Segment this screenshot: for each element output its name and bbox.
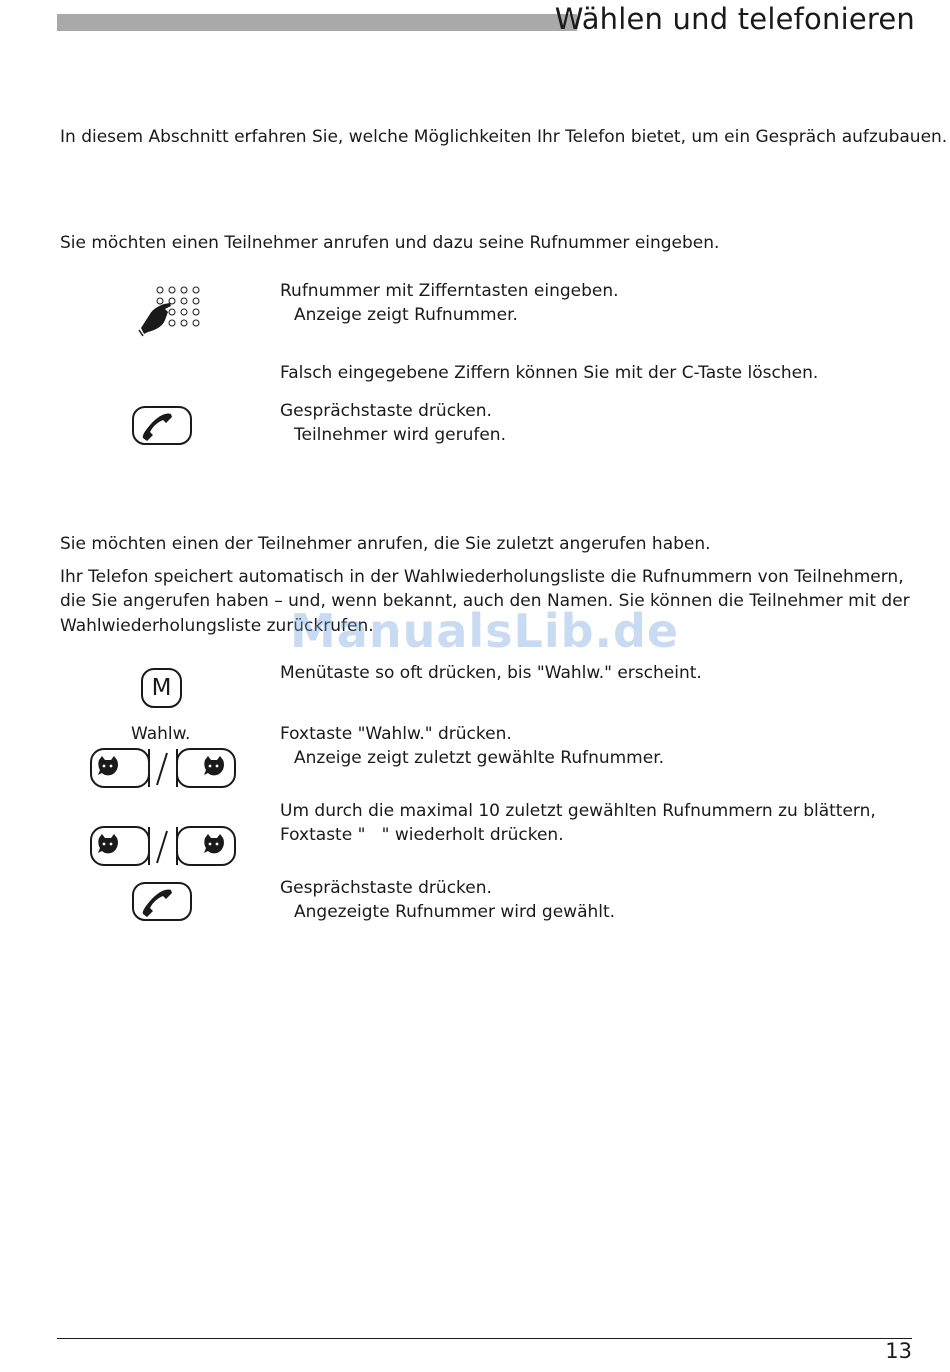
- section2-paragraph-line-2: die Sie angerufen haben – und, wenn bekannt, auch den Namen. Sie können die Teilnehmer mit der: [60, 591, 910, 611]
- keypad-icon: [138, 284, 202, 338]
- page-title: Wählen und telefonieren: [554, 2, 915, 36]
- handset-key-icon: [131, 405, 193, 447]
- handset-key-icon: [131, 881, 193, 923]
- step-enter-number-result: Anzeige zeigt Rufnummer.: [294, 305, 518, 325]
- step-call-key: Gesprächstaste drücken.: [280, 401, 492, 421]
- menu-key-icon: [141, 668, 182, 708]
- section2-paragraph-line-1: Ihr Telefon speichert automatisch in der Wahlwiederholungsliste die Rufnummern von Teilnehmern,: [60, 567, 904, 587]
- step-foxkey-wahlw: Foxtaste "Wahlw." drücken.: [280, 724, 512, 744]
- menu-key-label: M: [151, 675, 172, 701]
- step-enter-number: Rufnummer mit Zifferntasten eingeben.: [280, 281, 619, 301]
- step-call-key-redial: Gesprächstaste drücken.: [280, 878, 492, 898]
- section1-lead: Sie möchten einen Teilnehmer anrufen und dazu seine Rufnummer eingeben.: [60, 233, 720, 253]
- step-call-key-result: Teilnehmer wird gerufen.: [294, 425, 506, 445]
- section2-paragraph-line-3: Wahlwiederholungsliste zurückrufen.: [60, 616, 374, 636]
- step-scroll-list-foxkey: Foxtaste " " wiederholt drücken.: [280, 825, 564, 845]
- step-menu-key: Menütaste so oft drücken, bis "Wahlw." erscheint.: [280, 663, 702, 683]
- header-bar: [57, 14, 577, 31]
- footer-rule: [57, 1338, 912, 1339]
- fox-keys-icon: [89, 747, 237, 791]
- softkey-label-wahlw: Wahlw.: [131, 724, 191, 744]
- intro-text: In diesem Abschnitt erfahren Sie, welche Möglichkeiten Ihr Telefon bietet, um ein Gespräch aufzubauen.: [60, 127, 948, 147]
- step-scroll-list: Um durch die maximal 10 zuletzt gewählten Rufnummern zu blättern,: [280, 801, 876, 821]
- step-foxkey-wahlw-result: Anzeige zeigt zuletzt gewählte Rufnummer.: [294, 748, 665, 768]
- page-number: 13: [885, 1339, 912, 1363]
- fox-keys-icon: [89, 825, 237, 869]
- note-c-key: Falsch eingegebene Ziffern können Sie mit der C-Taste löschen.: [280, 363, 819, 383]
- section2-lead: Sie möchten einen der Teilnehmer anrufen, die Sie zuletzt angerufen haben.: [60, 534, 711, 554]
- watermark: ManualsLib.de: [290, 604, 680, 658]
- step-call-key-redial-result: Angezeigte Rufnummer wird gewählt.: [294, 902, 616, 922]
